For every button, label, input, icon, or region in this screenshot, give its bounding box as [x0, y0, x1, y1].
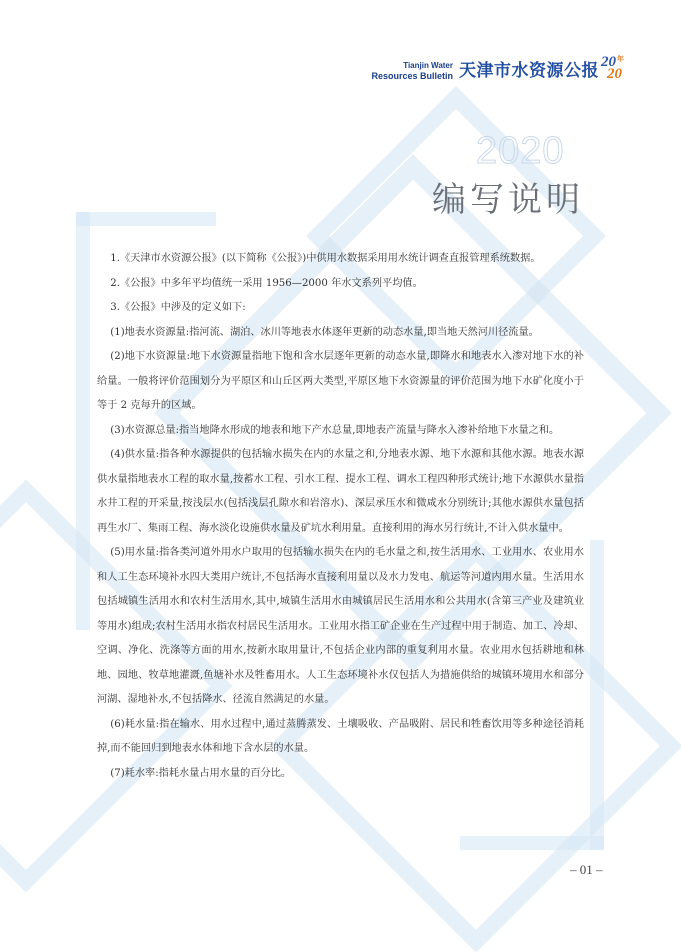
page-number: – 01 –: [570, 862, 603, 877]
paragraph: (1)地表水资源量:指河流、湖泊、冰川等地表水体逐年更新的动态水量,即当地天然河川径流量。: [110, 326, 539, 338]
background-frame-left: [76, 212, 90, 630]
paragraph: (2)地下水资源量:地下水资源量指地下饱和含水层逐年更新的动态水量,即降水和地表水入渗对地下水的补给量。一般将评价范围划分为平原区和山丘区两大类型,平原区地下水资源量的评价范围为地下水矿化度小于等于 2 克每升的区域。: [97, 351, 584, 411]
page-header: [371, 54, 623, 90]
header-year-suffix: 年: [617, 55, 624, 63]
paragraph: 2.《公报》中多年平均值统一采用 1956—2000 年水文系列平均值。: [110, 277, 423, 289]
document-body: [97, 247, 584, 786]
paragraph: (7)耗水率:指耗水量占用水量的百分比。: [110, 767, 292, 779]
paragraph: 3.《公报》中涉及的定义如下:: [110, 302, 246, 313]
header-english-line2: Resources Bulletin: [371, 71, 453, 81]
header-year-top: 20: [601, 54, 616, 70]
background-frame-right: [590, 540, 604, 850]
header-year-bottom: 20: [607, 66, 622, 82]
paragraph: 1.《天津市水资源公报》(以下简称《公报》)中供用水数据采用用水统计调查直报管理系统数据。: [110, 253, 541, 264]
section-year: 2020: [476, 130, 565, 172]
header-title: 天津市水资源公报: [459, 61, 599, 81]
header-year-badge: [601, 54, 623, 86]
paragraph: (3)水资源总量:指当地降水形成的地表和地下产水总量,即地表产流量与降水入渗补给地下水量之和。: [110, 424, 560, 436]
paragraph: (6)耗水量:指在输水、用水过程中,通过蒸腾蒸发、土壤吸收、产品吸附、居民和牲畜饮用等多种途径消耗掉,而不能回归到地表水体和地下含水层的水量。: [97, 718, 584, 754]
header-english-line1: Tianjin Water: [403, 61, 453, 70]
background-frame-bottom: [460, 836, 604, 850]
paragraph: (4)供水量:指各种水源提供的包括输水损失在内的水量之和,分地表水源、地下水源和其他水源。地表水源供水量指地表水工程的取水量,按蓄水工程、引水工程、提水工程、调水工程四种形式统计;地下水源供水量指水井工程的开采量,按浅层水(包括浅层孔隙水和岩溶水)、深层承压水和微咸水分别统计;其他水源供水量包括再生水厂、集雨工程、海水淡化设施供水量及矿坑水利用量。直接利用的海水另行统计,不计入供水量中。: [97, 449, 584, 534]
header-english-title: [371, 60, 453, 82]
section-title: 编写说明: [432, 180, 584, 220]
paragraph: (5)用水量:指各类河道外用水户取用的包括输水损失在内的毛水量之和,按生活用水、工业用水、农业用水和人工生态环境补水四大类用户统计,不包括海水直接利用量以及水力发电、航运等河道内用水量。生活用水包括城镇生活用水和农村生活用水,其中,城镇生活用水由城镇居民生活用水和公共用水(含第三产业及建筑业等用水)组成;农村生活用水指农村居民生活用水。工业用水指工矿企业在生产过程中用于制造、加工、冷却、空调、净化、洗涤等方面的用水,按新水取用量计,不包括企业内部的重复利用水量。农业用水包括耕地和林地、园地、牧草地灌溉,鱼塘补水及牲畜用水。人工生态环境补水仅包括人为措施供给的城镇环境用水和部分河湖、湿地补水,不包括降水、径流自然满足的水量。: [97, 547, 584, 705]
background-frame-top: [76, 212, 216, 226]
